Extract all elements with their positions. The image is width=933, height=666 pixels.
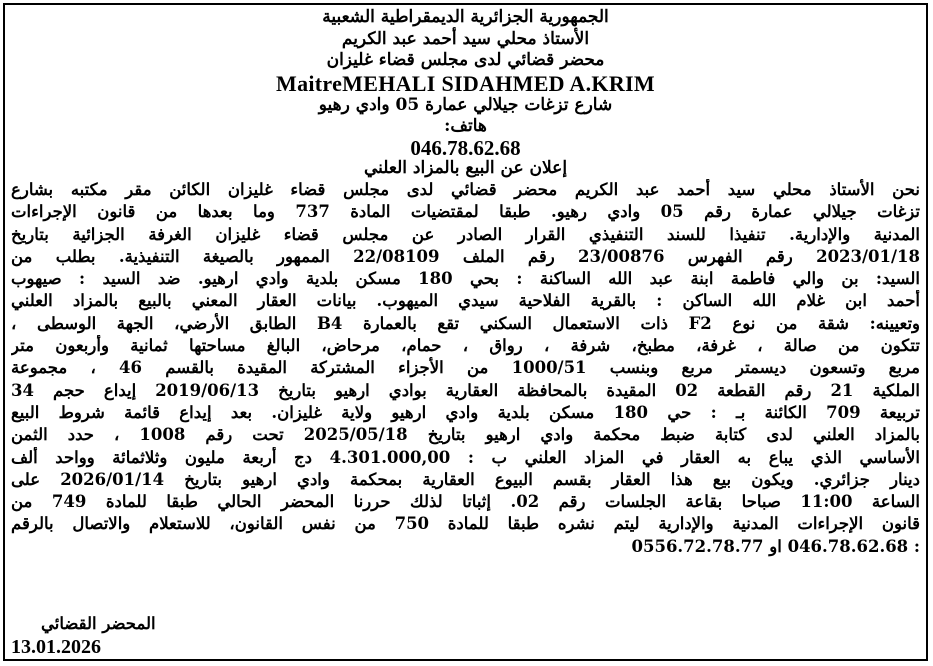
body-line: وتعيينه: شقة من نوع F2 ذات الاستعمال السكني تقع بالعمارة B4 الطابق الأرضي، الجهة الوسطى ، (11, 313, 920, 333)
body-line: تربيعة 709 الكائنة بـ : حي 180 مسكن بلدية وادي ارهيو ولاية غليزان. بعد إيداع قائمة شروط البيع (11, 402, 920, 422)
notice-header (5, 5, 926, 179)
body-line: تتكون من صالة ، غرفة، مطبخ، شرفة ، رواق ، حمام، مرحاض، البالغ مساحتها ثمانية وأربعون متر (11, 336, 920, 356)
body-line: دينار جزائري. ويكون بيع هذا العقار بقسم البيوع العقارية بمحكمة وادي ارهيو بتاريخ 2026/01/14 على (11, 469, 920, 489)
phone-label: هاتف: (444, 116, 487, 136)
body-line: الملكية 21 رقم القطعة 02 المقيدة بالمحافظة العقارية بوادي ارهيو بتاريخ 2019/06/13 إيداع حجم 34 (11, 380, 920, 400)
contact-phones: : 046.78.62.68 او 0556.72.78.77 (631, 536, 920, 556)
body-line: الأساسي الذي يباع به العقار في المزاد العلني ب : 4.301.000,00 دج أربعة مليون وثلاثمائة وواحد ألف (11, 447, 920, 467)
body-line: قانون الإجراءات المدنية والإدارية ليتم نشره طبقا للمادة 750 من نفس القانون، للاستعلام والاتصال بالرقم (11, 514, 920, 534)
body-line: مربع وتسعون ديسمتر مربع وبنسب 1000/51 من الأجزاء المشتركة المقيدة بالقسم 46 ، مجموعة (11, 358, 920, 378)
body-line: تزغات جيلالي عمارة رقم 05 وادي رهيو. طبقا لمقتضيات المادة 737 وما بعدها من قانون الإجراءات (11, 202, 920, 222)
phone-number: 046.78.62.68 (410, 135, 521, 160)
bailiff-latin-name: MaitreMEHALI SIDAHMED A.KRIM (276, 70, 655, 96)
republic-title: الجمهورية الجزائرية الديمقراطية الشعبية (322, 7, 609, 27)
notice-title: إعلان عن البيع بالمزاد العلني (363, 157, 568, 178)
signature-date: 13.01.2026 (11, 636, 101, 658)
body-line: بالمزاد العلني لدى كتابة ضبط محكمة وادي ارهيو بتاريخ 2025/05/18 تحت رقم 1008 ، حدد الثمن (11, 425, 920, 445)
office-address: شارع تزغات جيلالي عمارة 05 وادي رهيو (318, 94, 613, 115)
bailiff-court: محضر قضائي لدى مجلس قضاء غليزان (326, 50, 605, 70)
signature-block (11, 613, 156, 659)
body-line: المدنية والإدارية. تنفيذا للسند التنفيذي القرار الصادر عن مجلس قضاء غليزان الغرفة الجزائية بتاريخ (11, 224, 920, 244)
body-line: 2023/01/18 رقم الفهرس 23/00876 رقم الملف 22/08109 الممهور بالصيغة التنفيذية. بطلب من (11, 246, 920, 266)
signature-title: المحضر القضائي (41, 614, 156, 633)
notice-body (5, 179, 926, 558)
body-line: السيد: بن والي فاطمة ابنة عبد الله الساكنة : بحي 180 مسكن بلدية وادي ارهيو. ضد السيد : صيهوب (11, 269, 920, 289)
body-line: الساعة 11:00 صباحا بقاعة الجلسات رقم 02. إثباتا لذلك حررنا المحضر الحالي طبقا للمادة 749 من (11, 492, 920, 512)
body-line: نحن الأستاذ محلي سيد أحمد عبد الكريم محضر قضائي لدى مجلس قضاء غليزان الكائن مقر مكتبه بشارع (11, 180, 920, 199)
body-line: أحمد ابن غلام الله الساكن : بالقرية الفلاحية سيدي الميهوب. بيانات العقار المعني بالبيع بالمزاد العلني (11, 291, 920, 311)
bailiff-name: الأستاذ محلي سيد أحمد عبد الكريم (341, 28, 590, 49)
legal-notice (3, 3, 928, 661)
